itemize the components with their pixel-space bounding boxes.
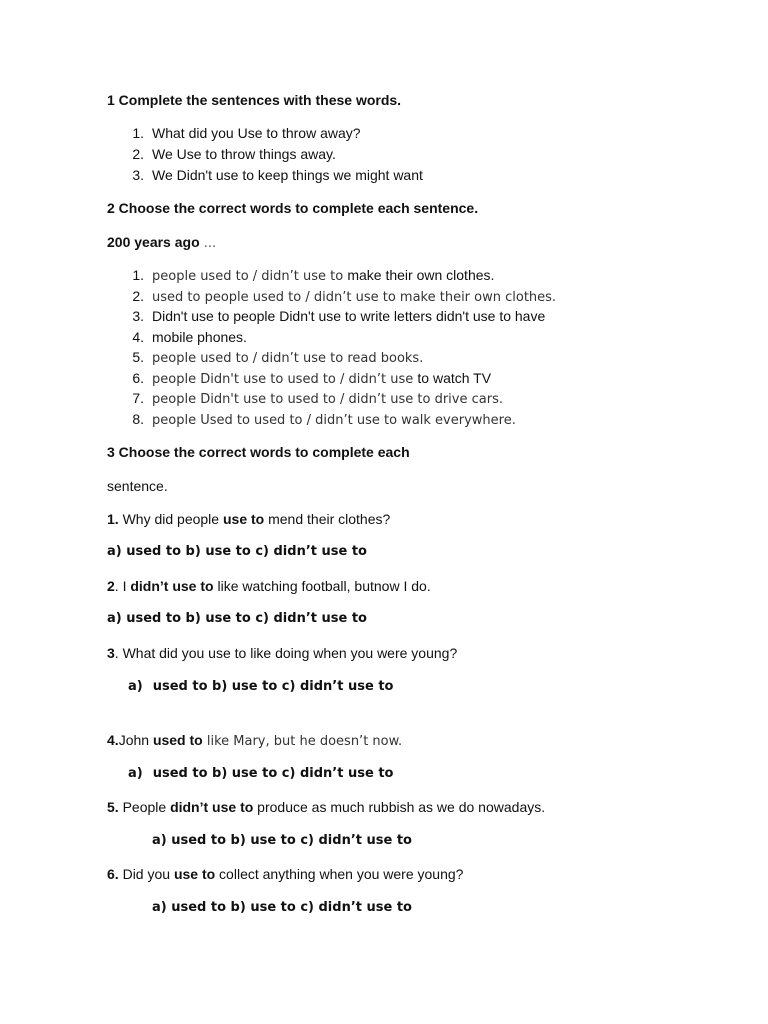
- exercise-2-heading: 2 Choose the correct words to complete each sentence.: [107, 200, 479, 216]
- item-number: 3.: [132, 308, 144, 324]
- list-item: [120, 307, 545, 327]
- item-text-light: people Didn't use to used to / didn’t use to drive cars.: [152, 392, 503, 407]
- subheading-text: 200 years ago: [107, 234, 200, 250]
- item-number: 2.: [132, 146, 144, 162]
- list-item: [120, 369, 491, 389]
- item-number: 6.: [132, 370, 144, 386]
- question-bold-text: didn’t use to: [130, 578, 214, 594]
- exercise-3-heading: 3 Choose the correct words to complete each: [107, 444, 410, 460]
- ellipsis: ...: [199, 236, 217, 251]
- question-text: John: [118, 732, 153, 748]
- exercise-3-heading-continued: sentence.: [107, 478, 168, 494]
- question-bold-text: used to: [152, 732, 203, 748]
- question-text: . I: [114, 578, 131, 594]
- list-item: [120, 145, 336, 163]
- options-label: a): [128, 766, 143, 781]
- question-1: [107, 510, 390, 528]
- item-number: 2.: [132, 288, 144, 304]
- question-text-end: produce as much rubbish as we do nowadays.: [253, 799, 546, 815]
- answer-options-5: a) used to b) use to c) didn’t use to: [152, 833, 412, 848]
- list-item: [120, 287, 556, 307]
- list-item: [120, 410, 516, 430]
- item-text: Didn't use to people Didn't use to write letters didn't use to have: [152, 308, 546, 324]
- answer-options-1: a) used to b) use to c) didn’t use to: [107, 544, 367, 559]
- item-text: We Use to throw things away.: [152, 146, 336, 162]
- question-number: 4.: [107, 732, 119, 748]
- question-text-end: like watching football, butnow I do.: [213, 578, 431, 594]
- list-item: [120, 124, 361, 142]
- item-number: 4.: [132, 329, 144, 345]
- item-number: 3.: [132, 167, 144, 183]
- options-text: used to b) use to c) didn’t use to: [152, 766, 394, 781]
- question-bold-text: use to: [173, 866, 216, 882]
- question-text-end: collect anything when you were young?: [215, 866, 464, 882]
- item-number: 1.: [132, 125, 144, 141]
- question-3: [107, 644, 457, 662]
- item-number: 5.: [132, 349, 144, 365]
- exercise-2-subheading: [107, 233, 216, 253]
- question-text: Why did people: [118, 511, 223, 527]
- item-text: to watch TV: [417, 370, 492, 386]
- item-text-light: people used to / didn’t use to read books.: [152, 351, 424, 366]
- answer-options-3: [128, 678, 393, 696]
- item-text: make their own clothes.: [347, 267, 495, 283]
- question-2: [107, 577, 431, 595]
- list-item: [120, 328, 247, 348]
- question-text-end: mend their clothes?: [264, 511, 391, 527]
- item-text: mobile phones.: [152, 329, 247, 345]
- item-text-light: used to people used to / didn’t use to make their own clothes.: [152, 290, 557, 305]
- question-number: 3: [107, 645, 115, 661]
- item-text-light: people Didn't use to used to / didn’t use: [152, 372, 418, 387]
- question-number: 2: [107, 578, 115, 594]
- list-item: [120, 348, 423, 368]
- item-text: What did you Use to throw away?: [152, 125, 361, 141]
- question-text-end: like Mary, but he doesn’t now.: [202, 734, 403, 749]
- item-text-light: people used to / didn’t use to: [152, 269, 348, 284]
- item-text-light: people Used to used to / didn’t use to walk everywhere.: [152, 413, 516, 428]
- list-item: [120, 266, 494, 286]
- item-number: 7.: [132, 390, 144, 406]
- item-number: 8.: [132, 411, 144, 427]
- question-number: 6.: [107, 866, 119, 882]
- item-number: 1.: [132, 267, 144, 283]
- exercise-1-heading: 1 Complete the sentences with these words.: [107, 92, 402, 108]
- question-text: People: [118, 799, 171, 815]
- question-6: [107, 865, 463, 883]
- question-text: . What did you use to like doing when you were young?: [114, 645, 458, 661]
- question-4: [107, 731, 402, 751]
- question-bold-text: use to: [222, 511, 265, 527]
- question-number: 5.: [107, 799, 119, 815]
- item-text: We Didn't use to keep things we might want: [152, 167, 423, 183]
- answer-options-4: [128, 765, 393, 783]
- question-text: Did you: [118, 866, 174, 882]
- list-item: [120, 389, 503, 409]
- options-label: a): [128, 679, 143, 694]
- answer-options-6: a) used to b) use to c) didn’t use to: [152, 900, 412, 915]
- answer-options-2: a) used to b) use to c) didn’t use to: [107, 611, 367, 626]
- options-text: used to b) use to c) didn’t use to: [152, 679, 394, 694]
- question-bold-text: didn’t use to: [170, 799, 254, 815]
- list-item: [120, 166, 423, 184]
- question-number: 1.: [107, 511, 119, 527]
- question-5: [107, 798, 545, 816]
